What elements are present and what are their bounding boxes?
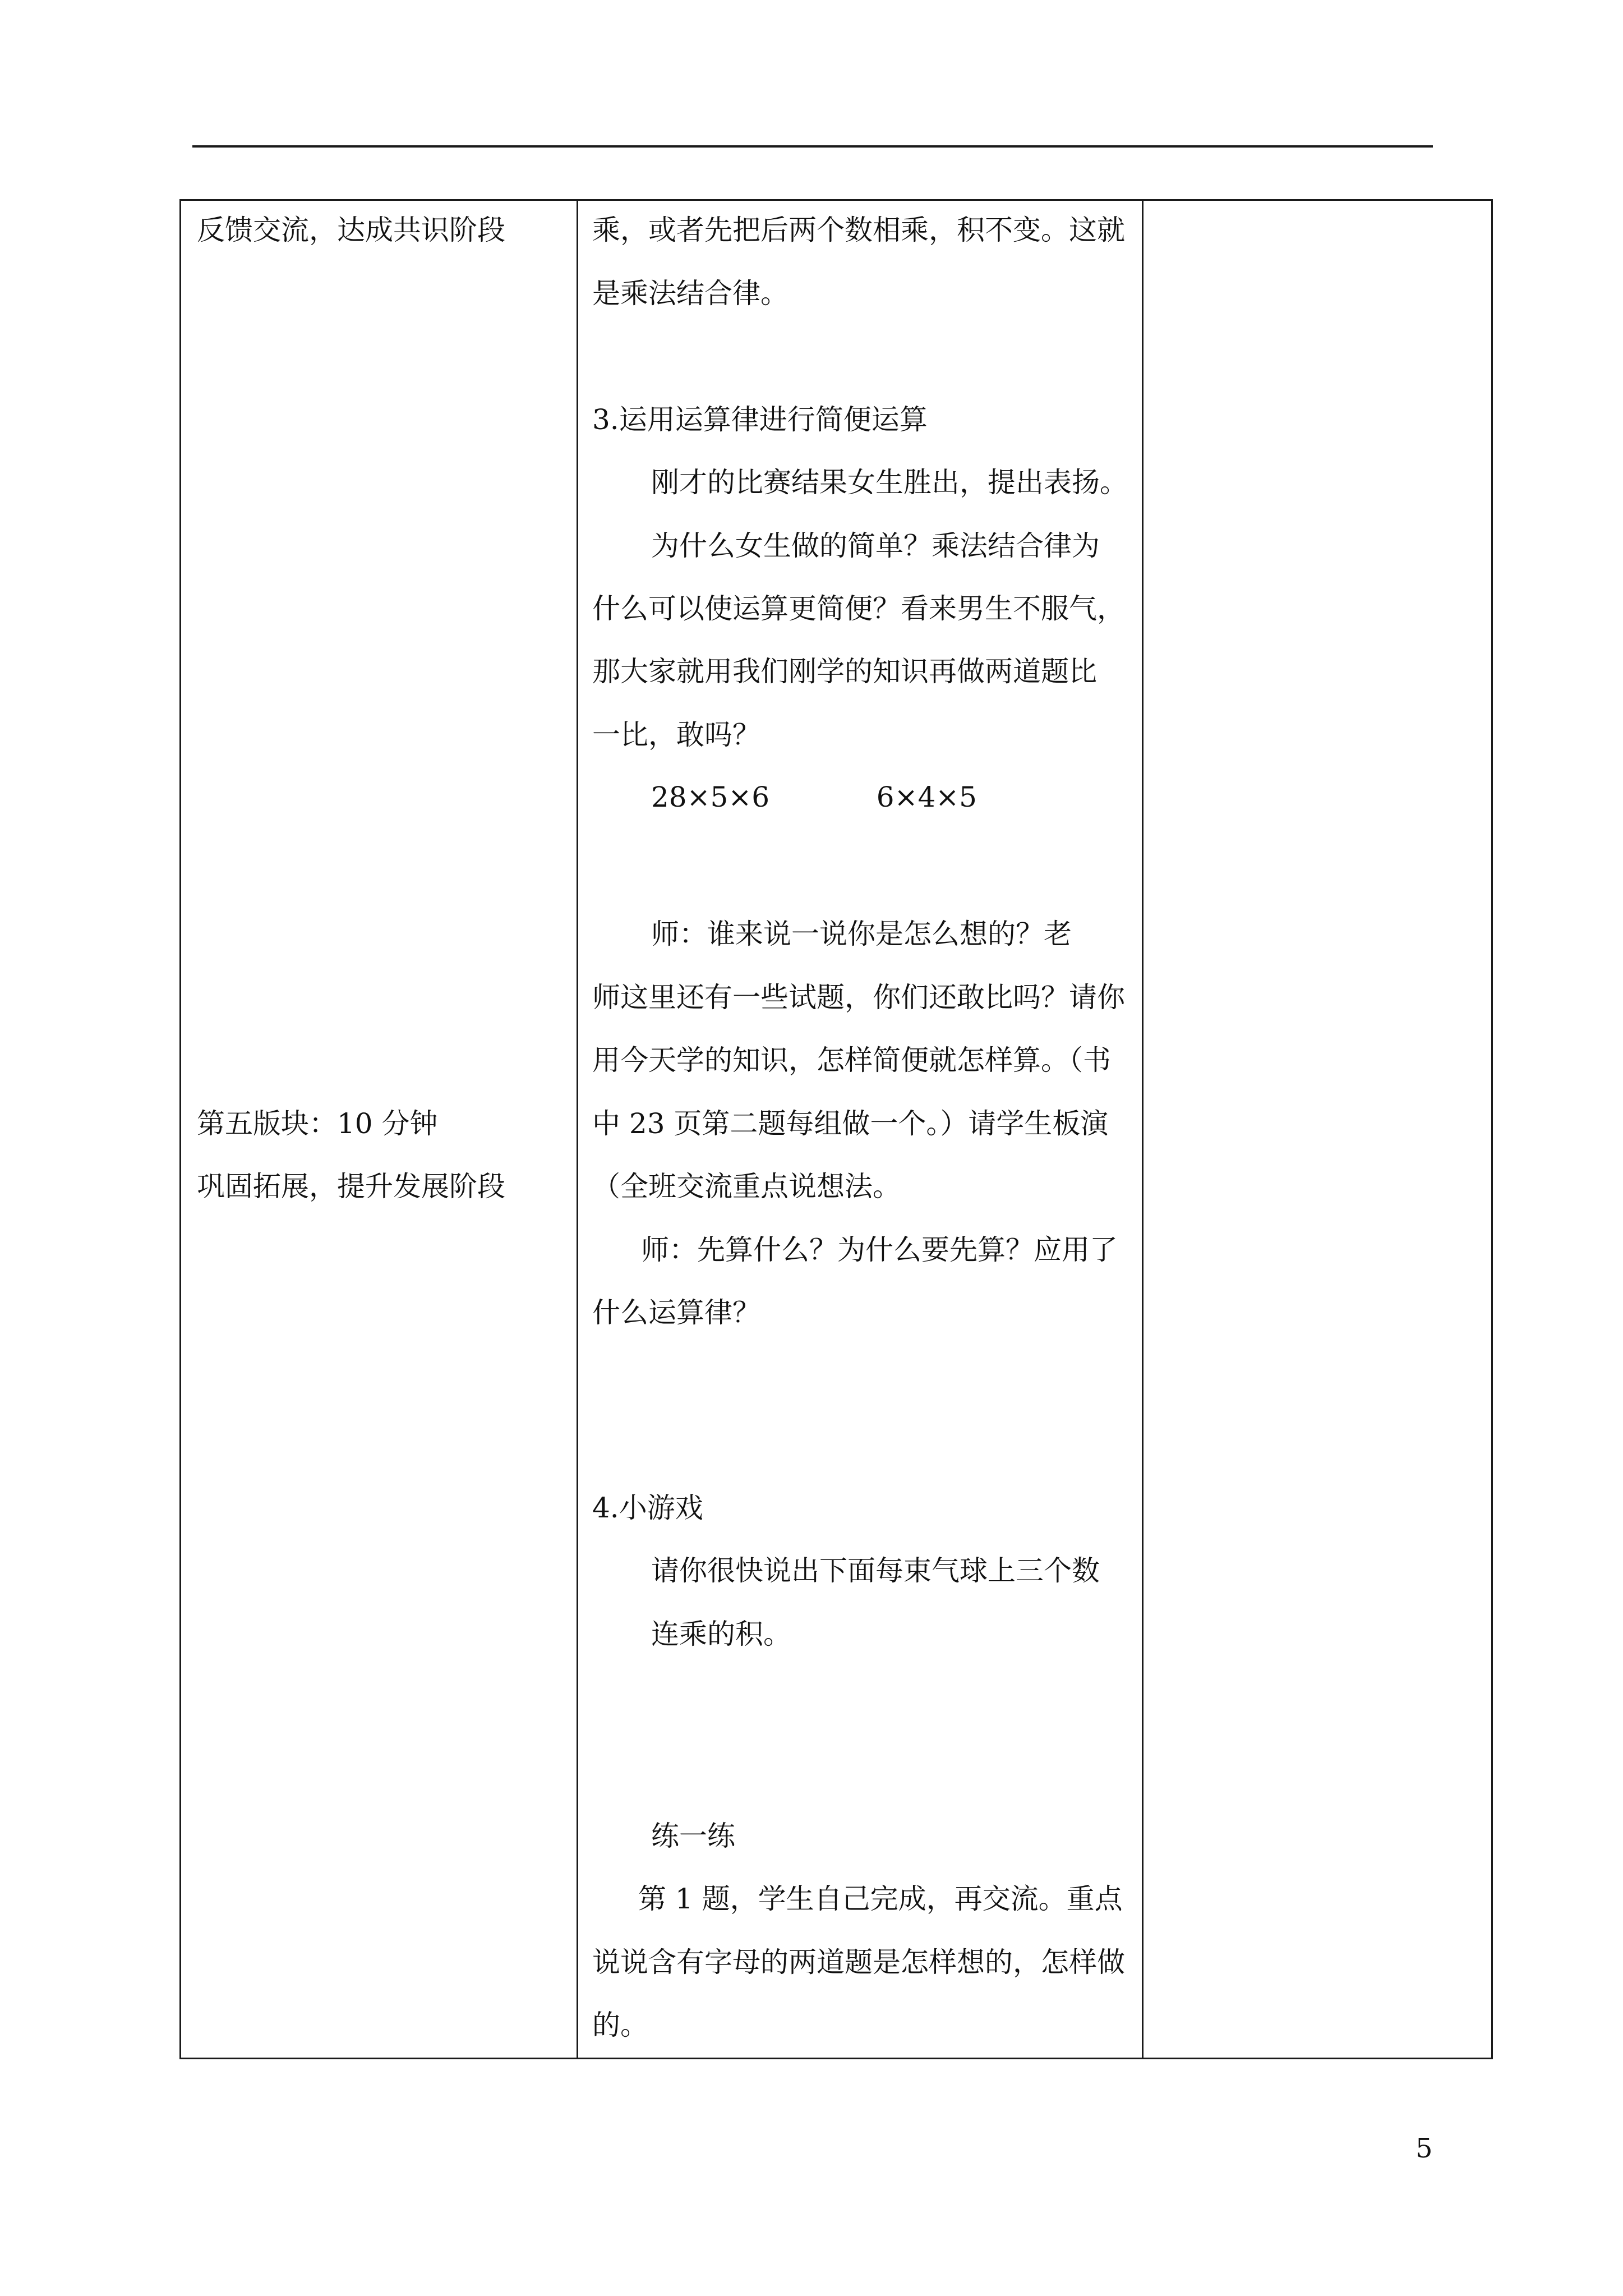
- content-line: 为什么女生做的简单？乘法结合律为: [651, 530, 1100, 562]
- content-line: 师：谁来说一说你是怎么想的？老: [651, 918, 1072, 950]
- math-expressions: 28×5×6 6×4×5: [651, 781, 977, 813]
- section-heading: 4.小游戏: [592, 1492, 703, 1524]
- content-line: 中 23 页第二题每组做一个。）请学生板演: [592, 1107, 1109, 1140]
- stage-consolidate-label: 巩固拓展，提升发展阶段: [197, 1170, 505, 1203]
- page-number: 5: [1415, 2133, 1433, 2164]
- content-line: 请你很快说出下面每束气球上三个数: [651, 1554, 1100, 1587]
- content-line: 师这里还有一些试题，你们还敢比吗？请你: [592, 981, 1125, 1014]
- content-line: 刚才的比赛结果女生胜出，提出表扬。: [651, 466, 1128, 499]
- content-line: 什么可以使运算更简便？看来男生不服气，: [592, 592, 1125, 625]
- content-line: 第 1 题，学生自己完成，再交流。重点: [638, 1883, 1123, 1915]
- content-line: 什么运算律？: [592, 1296, 760, 1329]
- content-line: 那大家就用我们刚学的知识再做两道题比: [592, 655, 1097, 688]
- column-divider-right: [1142, 201, 1144, 2058]
- content-line: 师：先算什么？为什么要先算？应用了: [641, 1234, 1118, 1266]
- section-heading: 3.运用运算律进行简便运算: [592, 403, 928, 436]
- content-line: （全班交流重点说想法。: [592, 1170, 901, 1203]
- content-line: 用今天学的知识，怎样简便就怎样算。（书: [592, 1044, 1111, 1076]
- header-rule: [192, 145, 1433, 148]
- content-line: 乘，或者先把后两个数相乘，积不变。这就: [592, 214, 1125, 246]
- block-five-label: 第五版块：10 分钟: [197, 1107, 438, 1140]
- stage-feedback-label: 反馈交流，达成共识阶段: [197, 214, 505, 246]
- content-line: 一比，敢吗？: [592, 719, 760, 751]
- content-line: 是乘法结合律。: [592, 277, 789, 310]
- content-line: 连乘的积。: [651, 1618, 791, 1650]
- section-heading: 练一练: [651, 1820, 735, 1852]
- lesson-plan-table: [179, 199, 1493, 2059]
- column-divider-left: [577, 201, 578, 2058]
- content-line: 说说含有字母的两道题是怎样想的，怎样做: [592, 1946, 1125, 1978]
- content-line: 的。: [592, 2009, 648, 2041]
